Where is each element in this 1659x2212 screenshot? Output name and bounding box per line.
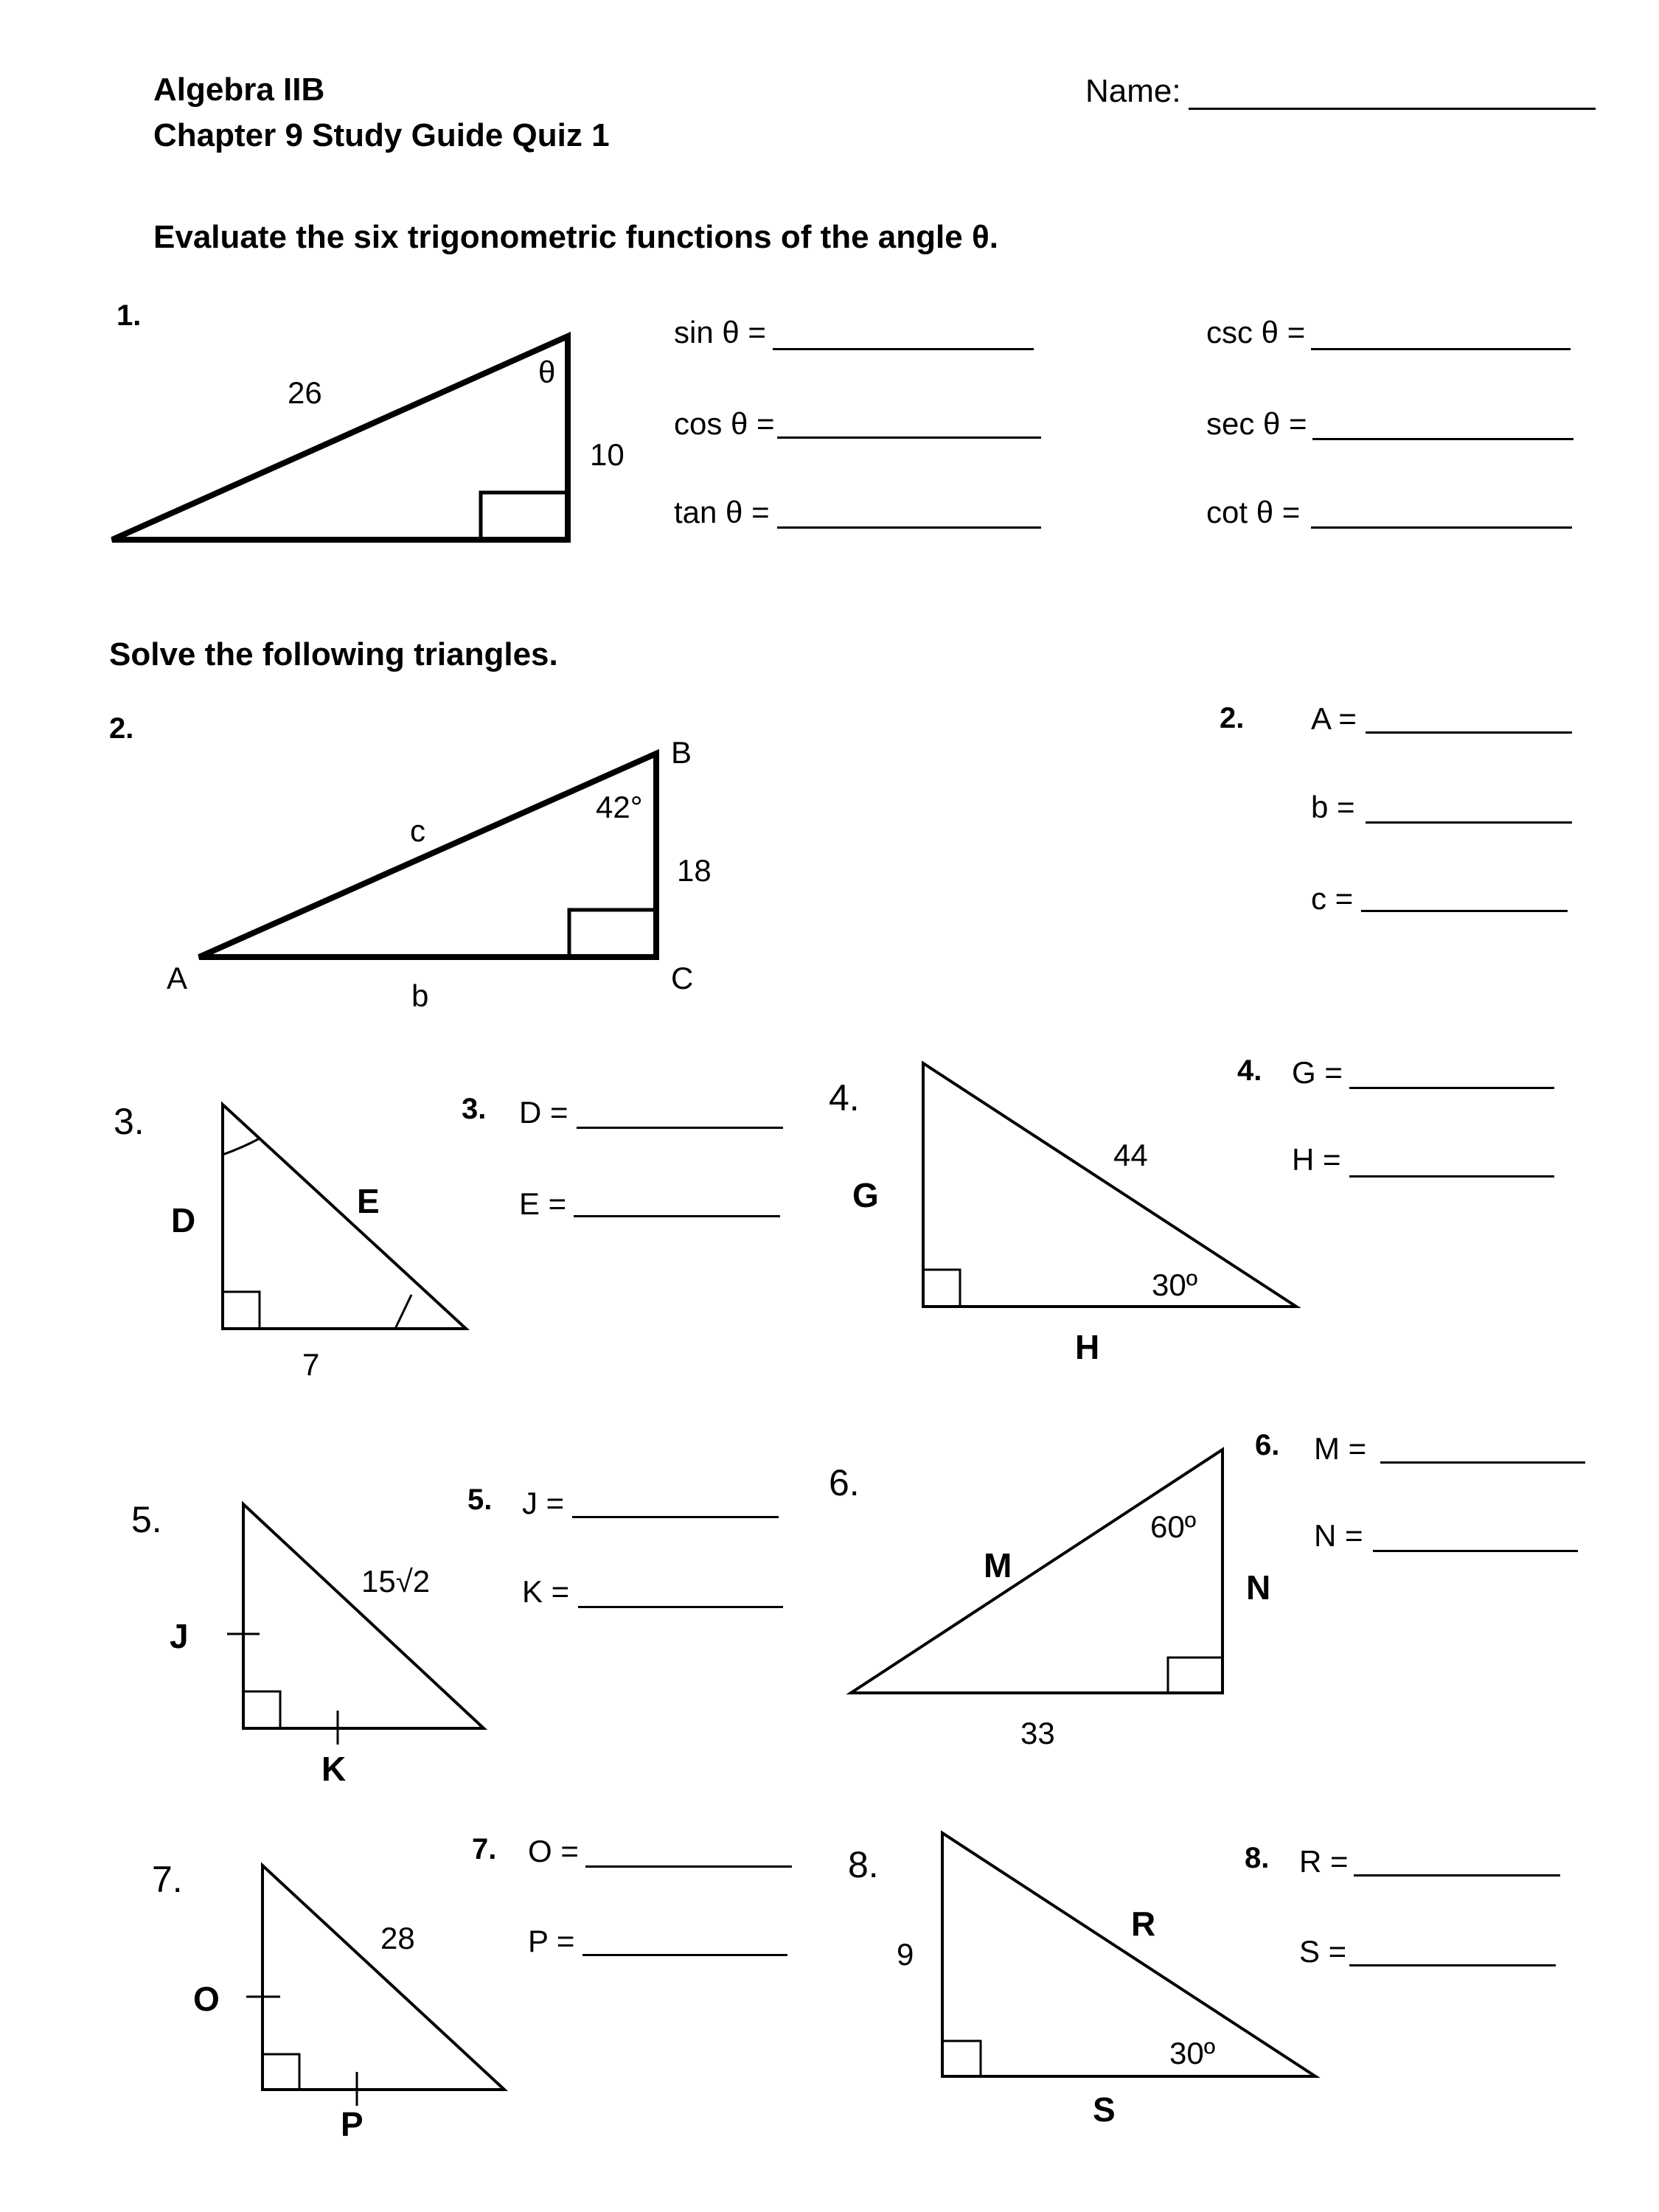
- vertex-C-label: C: [671, 961, 694, 995]
- sec-label: sec θ =: [1206, 406, 1307, 441]
- answer-P-label: P =: [528, 1924, 575, 1958]
- answer-G-label: G =: [1292, 1055, 1343, 1090]
- label-K: K: [321, 1750, 347, 1788]
- triangle-8: [942, 1833, 1315, 2076]
- vertex-A-label: A: [167, 961, 188, 995]
- angle-42-label: 42°: [596, 790, 643, 824]
- problem-number-3: 3.: [114, 1101, 145, 1142]
- label-P: P: [341, 2105, 364, 2143]
- label-44: 44: [1113, 1138, 1148, 1172]
- answer-number-5: 5.: [467, 1484, 493, 1516]
- side-b-label: b: [411, 978, 429, 1013]
- triangle-3: [223, 1105, 466, 1329]
- answer-O-label: O =: [528, 1834, 579, 1868]
- triangle-7: [246, 1865, 504, 2106]
- answer-number-2: 2.: [1220, 702, 1245, 734]
- answer-number-4: 4.: [1237, 1054, 1262, 1087]
- name-label: Name:: [1085, 73, 1181, 109]
- label-15-root-2: 15√2: [361, 1564, 431, 1599]
- problem-number-5: 5.: [131, 1499, 162, 1540]
- label-G: G: [852, 1176, 879, 1214]
- answer-N-label: N =: [1314, 1518, 1363, 1553]
- answer-number-6: 6.: [1255, 1429, 1280, 1461]
- answer-M-label: M =: [1314, 1431, 1367, 1466]
- triangle-1-side-label: 10: [590, 437, 625, 472]
- answer-c-label: c =: [1311, 881, 1354, 916]
- label-R: R: [1131, 1905, 1156, 1943]
- triangle-4: [923, 1063, 1296, 1307]
- answer-E-label: E =: [519, 1186, 567, 1221]
- label-9: 9: [897, 1937, 914, 1972]
- answer-J-label: J =: [522, 1486, 565, 1520]
- label-S: S: [1093, 2090, 1116, 2129]
- answer-K-label: K =: [522, 1574, 570, 1609]
- triangle-1-hyp-label: 26: [288, 375, 322, 410]
- triangle-1: [112, 336, 568, 540]
- answer-R-label: R =: [1299, 1844, 1349, 1879]
- page-title: Chapter 9 Study Guide Quiz 1: [153, 117, 610, 153]
- instruction-solve: Solve the following triangles.: [109, 636, 558, 672]
- cos-label: cos θ =: [674, 406, 775, 441]
- label-H: H: [1075, 1328, 1100, 1366]
- instruction-evaluate: Evaluate the six trigonometric functions of the angle θ.: [153, 219, 998, 255]
- side-18-label: 18: [677, 853, 712, 888]
- label-28: 28: [380, 1921, 415, 1955]
- csc-label: csc θ =: [1206, 315, 1306, 349]
- answer-number-3: 3.: [462, 1093, 487, 1125]
- triangle-1-angle-label: θ: [538, 355, 556, 389]
- label-60-deg: 60º: [1150, 1509, 1197, 1544]
- problem-number-4: 4.: [829, 1077, 860, 1119]
- label-J: J: [170, 1617, 189, 1655]
- label-30-deg-8: 30º: [1169, 2036, 1216, 2070]
- answer-H-label: H =: [1292, 1142, 1341, 1177]
- label-M: M: [984, 1546, 1012, 1585]
- label-30-deg-4: 30º: [1152, 1267, 1198, 1302]
- tan-label: tan θ =: [674, 495, 770, 529]
- answer-b-label: b =: [1311, 790, 1355, 824]
- label-7: 7: [302, 1347, 320, 1382]
- problem-number-7: 7.: [152, 1859, 183, 1900]
- problem-number-6: 6.: [829, 1462, 860, 1503]
- label-33: 33: [1020, 1716, 1055, 1750]
- answer-D-label: D =: [519, 1095, 568, 1130]
- problem-number-1: 1.: [116, 299, 142, 332]
- triangle-2: [199, 754, 656, 957]
- answer-S-label: S =: [1299, 1934, 1347, 1969]
- label-N: N: [1246, 1568, 1271, 1607]
- vertex-B-label: B: [671, 735, 692, 770]
- course-title: Algebra IIB: [153, 72, 325, 108]
- label-O: O: [193, 1980, 220, 2018]
- side-c-label: c: [410, 813, 425, 848]
- problem-number-2: 2.: [109, 712, 134, 745]
- answer-A-label: A =: [1311, 701, 1357, 736]
- cot-label: cot θ =: [1206, 495, 1301, 529]
- sin-label: sin θ =: [674, 315, 766, 349]
- answer-number-8: 8.: [1245, 1842, 1270, 1874]
- triangle-6: [851, 1450, 1222, 1693]
- answer-number-7: 7.: [472, 1833, 497, 1865]
- triangle-5: [227, 1504, 484, 1745]
- label-E: E: [357, 1182, 380, 1220]
- problem-number-8: 8.: [848, 1844, 879, 1885]
- label-D: D: [171, 1201, 196, 1239]
